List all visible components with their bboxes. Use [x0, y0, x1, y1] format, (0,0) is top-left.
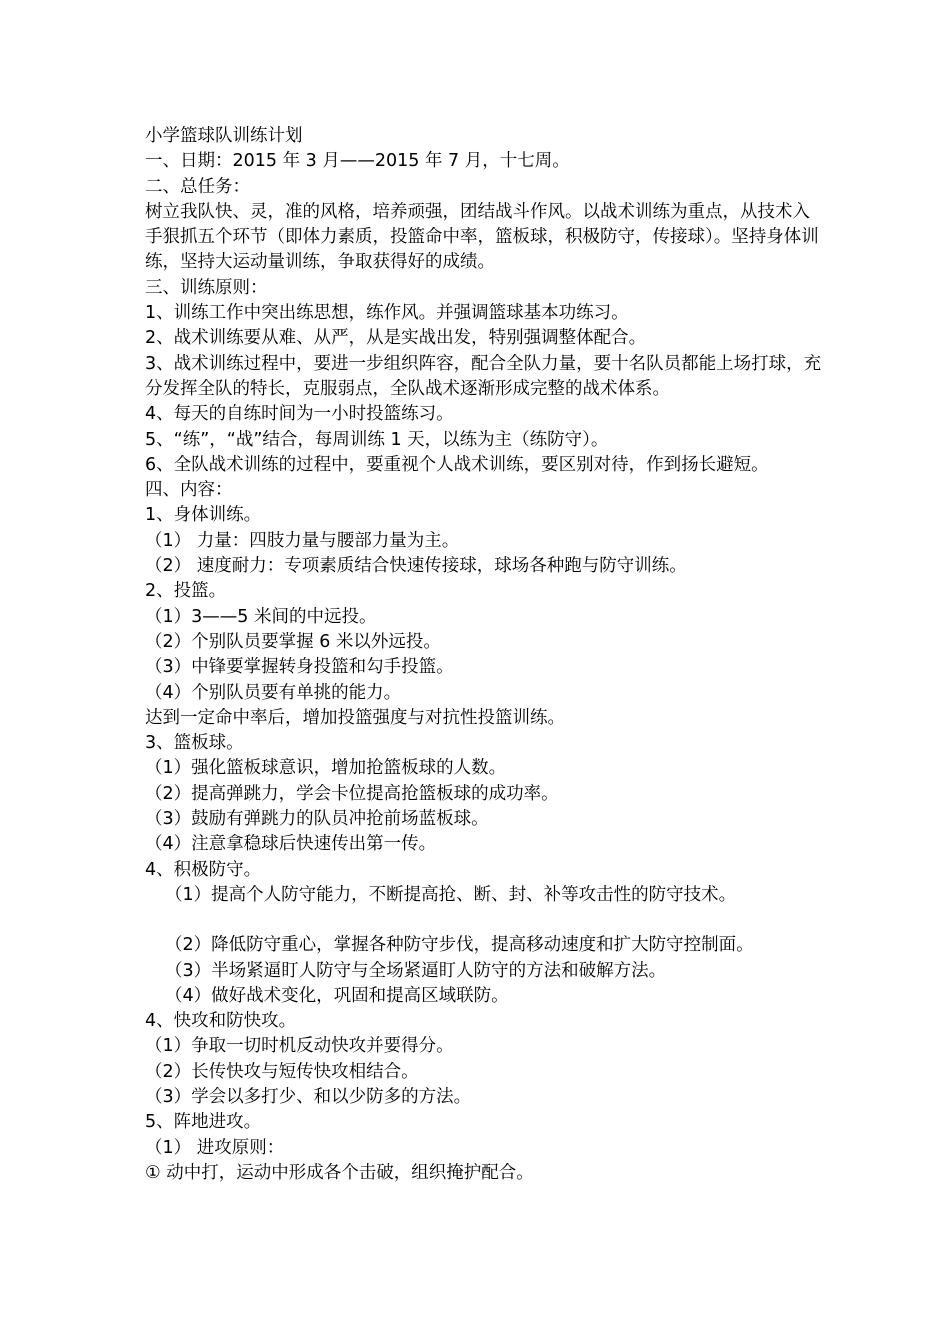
content-item: （1） 力量：四肢力量与腰部力量为主。: [145, 530, 460, 551]
principle-6: 6、全队战术训练的过程中，要重视个人战术训练，要区别对待，作到扬长避短。: [145, 454, 769, 475]
content-section-3: 3、篮板球。: [145, 733, 244, 754]
content-item: （3）鼓励有弹跳力的队员冲抢前场蓝板球。: [145, 809, 489, 830]
content-item: （3）半场紧逼盯人防守与全场紧逼盯人防守的方法和破解方法。: [165, 960, 667, 981]
content-subitem: ① 动中打，运动中形成各个击破，组织掩护配合。: [145, 1162, 534, 1183]
document-body: [145, 124, 825, 1186]
task-heading: 二、总任务：: [145, 176, 250, 197]
content-item: （2）降低防守重心，掌握各种防守步伐，提高移动速度和扩大防守控制面。: [165, 935, 754, 956]
principle-4: 4、每天的自练时间为一小时投篮练习。: [145, 404, 454, 425]
content-section-5: 4、快攻和防快攻。: [145, 1011, 297, 1032]
content-item: （4）做好战术变化，巩固和提高区域联防。: [165, 985, 509, 1006]
content-item: （3）中锋要掌握转身投篮和勾手投篮。: [145, 657, 454, 678]
content-item: （1）3——5 米间的中远投。: [145, 606, 377, 627]
principle-2: 2、战术训练要从难、从严，从是实战出发，特别强调整体配合。: [145, 328, 647, 349]
date-line: 一、日期：2015 年 3 月——2015 年 7 月，十七周。: [145, 151, 570, 172]
content-item: （1）争取一切时机反动快攻并要得分。: [145, 1036, 454, 1057]
content-section-2: 2、投篮。: [145, 581, 227, 602]
content-item: （2）长传快攻与短传快攻相结合。: [145, 1061, 419, 1082]
content-item: （3）学会以多打少、和以少防多的方法。: [145, 1086, 472, 1107]
document-title: 小学篮球队训练计划: [145, 126, 303, 146]
content-section-4: 4、积极防守。: [145, 859, 262, 880]
content-item: （4）注意拿稳球后快速传出第一传。: [145, 834, 437, 855]
principles-heading: 三、训练原则：: [145, 277, 268, 298]
principle-3: 3、战术训练过程中，要进一步组织阵容，配合全队力量，要十名队员都能上场打球，充分发挥全队的特长，克服弱点，全队战术逐渐形成完整的战术体系。: [145, 353, 822, 399]
content-item: （1）提高个人防守能力，不断提高抢、断、封、补等攻击性的防守技术。: [165, 884, 737, 905]
principle-1: 1、训练工作中突出练思想，练作风。并强调篮球基本功练习。: [145, 303, 629, 324]
content-item: （2）提高弹跳力，学会卡位提高抢篮板球的成功率。: [145, 783, 559, 804]
content-item: （2）个别队员要掌握 6 米以外远投。: [145, 631, 441, 652]
content-heading: 四、内容：: [145, 480, 233, 501]
content-section-6: 5、阵地进攻。: [145, 1112, 262, 1133]
blank-line: [145, 908, 825, 933]
content-section-1: 1、身体训练。: [145, 505, 262, 526]
principle-5: 5、“练”，“战”结合，每周训练 1 天，以练为主（练防守）。: [145, 429, 609, 450]
content-item: （1）强化篮板球意识，增加抢篮板球的人数。: [145, 758, 507, 779]
content-item: （1） 进攻原则：: [145, 1137, 285, 1158]
content-item: （4）个别队员要有单挑的能力。: [145, 682, 402, 703]
content-note: 达到一定命中率后，增加投篮强度与对抗性投篮训练。: [145, 707, 565, 728]
task-text: 树立我队快、灵，准的风格，培养顽强，团结战斗作风。以战术训练为重点，从技术入手狠抓五个环节（即体力素质，投篮命中率，篮板球，积极防守，传接球）。坚持身体训练，坚持大运动量训练，争取获得好的成绩。: [145, 201, 819, 273]
content-item: （2） 速度耐力：专项素质结合快速传接球，球场各种跑与防守训练。: [145, 556, 687, 577]
